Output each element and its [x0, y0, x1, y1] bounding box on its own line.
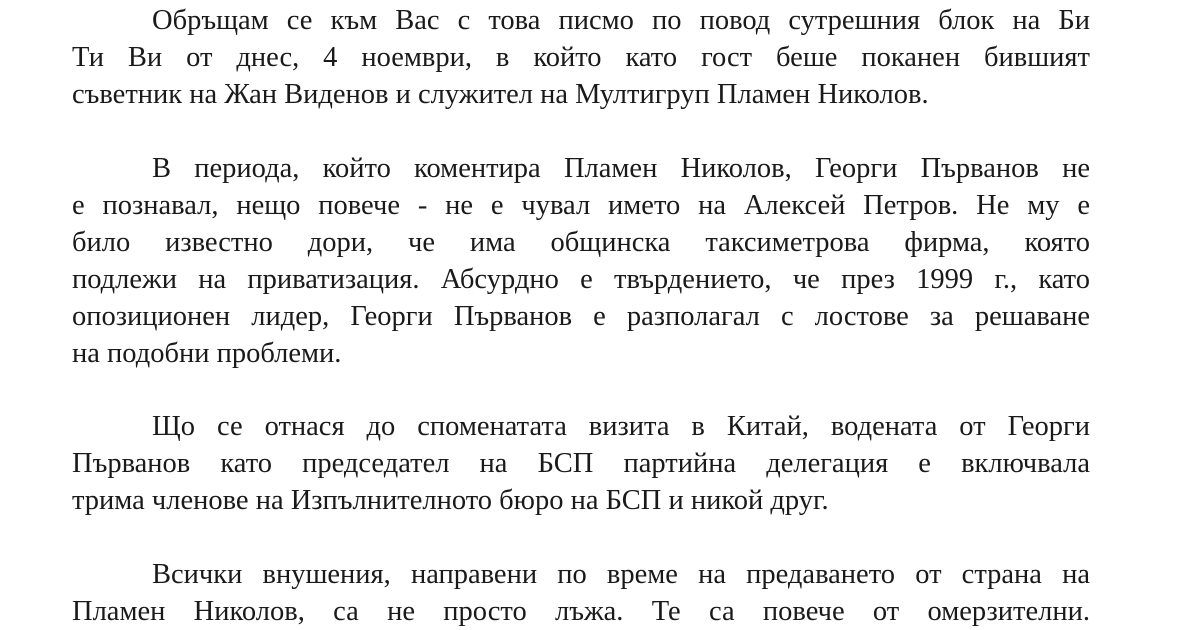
- text-line: Ти Ви от днес, 4 ноември, в който като гост беше поканен бившият: [72, 42, 1090, 73]
- text-line: трима членове на Изпълнителното бюро на БСП и никой друг.: [72, 485, 829, 516]
- text-line: подлежи на приватизация. Абсурдно е твърдението, че през 1999 г., като: [72, 264, 1090, 295]
- text-line: Първанов като председател на БСП партийна делегация е включвала: [72, 448, 1090, 479]
- text-line: Всички внушения, направени по време на предаването от страна на: [152, 559, 1090, 590]
- text-line: било известно дори, че има общинска таксиметрова фирма, която: [72, 227, 1090, 258]
- text-line: Що се отнася до споменатата визита в Китай, водената от Георги: [152, 411, 1090, 442]
- text-line: Пламен Николов, са не просто лъжа. Те са повече от омерзителни.: [72, 596, 1090, 627]
- paragraph-china-visit: [72, 408, 1090, 519]
- text-line: В периода, който коментира Пламен Николов, Георги Първанов не: [152, 153, 1090, 184]
- text-line: е познавал, нещо повече - не е чувал името на Алексей Петров. Не му е: [72, 190, 1090, 221]
- text-line: опозиционен лидер, Георги Първанов е разполагал с лостове за решаване: [72, 301, 1090, 332]
- paragraph-period-commentary: [72, 150, 1090, 372]
- paragraph-suggestions: [72, 556, 1090, 630]
- paragraph-bti-morning-show: [72, 2, 1090, 113]
- text-line: на подобни проблеми.: [72, 338, 342, 369]
- text-line: съветник на Жан Виденов и служител на Мултигруп Пламен Николов.: [72, 79, 929, 110]
- text-line: Обръщам се към Вас с това писмо по повод сутрешния блок на Би: [152, 5, 1090, 36]
